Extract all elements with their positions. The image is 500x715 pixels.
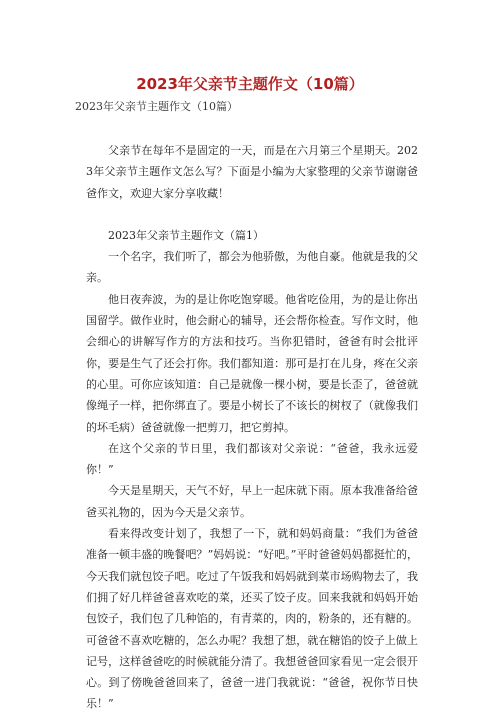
body-paragraph: 他日夜奔波，为的是让你吃饱穿暖。他省吃俭用，为的是让你出国留学。做作业时，他会耐心的辅导，还会帮你检查。写作文时，他会细心的讲解写作方的方法和技巧。当你犯错时，爸爸有时会批评你，要是生气了还会打你。我们都知道：那可是打在儿身，疼在父亲的心里。可你应该知道：自己是就像一棵小树，要是长歪了，爸爸就像绳子一样，把你绑直了。要是小树长了不该长的树杈了（就像我们的坏毛病）爸爸就像一把剪刀，把它剪掉。	[86, 292, 418, 434]
body-paragraph: 在这个父亲的节日里，我们都该对父亲说：“爸爸，我永远爱你！”	[86, 441, 418, 477]
intro-paragraph: 父亲节在每年不是固定的一天，而是在六月第三个星期天。2023年父亲节主题作文怎么写？下面是小编为大家整理的父亲节谢谢爸爸作文，欢迎大家分享收藏！	[86, 144, 418, 200]
document-subtitle: 2023年父亲节主题作文（10篇）	[75, 100, 238, 113]
section-heading: 2023年父亲节主题作文（篇1）	[108, 228, 264, 242]
body-paragraph: 今天是星期天，天气不好，早上一起床就下雨。原本我准备给爸爸买礼物的，因为今天是父亲节。	[86, 484, 418, 519]
body-paragraph: 看来得改变计划了，我想了一下，就和妈妈商量：“我们为爸爸准备一顿丰盛的晚餐吧？”妈妈说：“好吧。”平时爸爸妈妈都挺忙的，今天我们就包饺子吧。吃过了午饭我和妈妈就到菜市场购物去了，我们拥了好几样爸爸喜欢吃的菜，还买了饺子皮。回来我就和妈妈开始包饺子，我们包了几种馅的，有青菜的，肉的，粉条的，还有糖的。可爸爸不喜欢吃糖的，怎么办呢？我想了想，就在糖馅的饺子上做上记号，这样爸爸吃的时候就能分清了。我想爸爸回家看见一定会很开心。到了傍晚爸爸回来了，爸爸一进门我就说：“爸爸，祝你节日快乐！”	[86, 527, 418, 711]
body-paragraph: 一个名字，我们听了，都会为他骄傲，为他自豪。他就是我的父亲。	[86, 250, 418, 285]
document-title: 2023年父亲节主题作文（10篇）	[136, 75, 364, 93]
document-body	[86, 140, 418, 715]
